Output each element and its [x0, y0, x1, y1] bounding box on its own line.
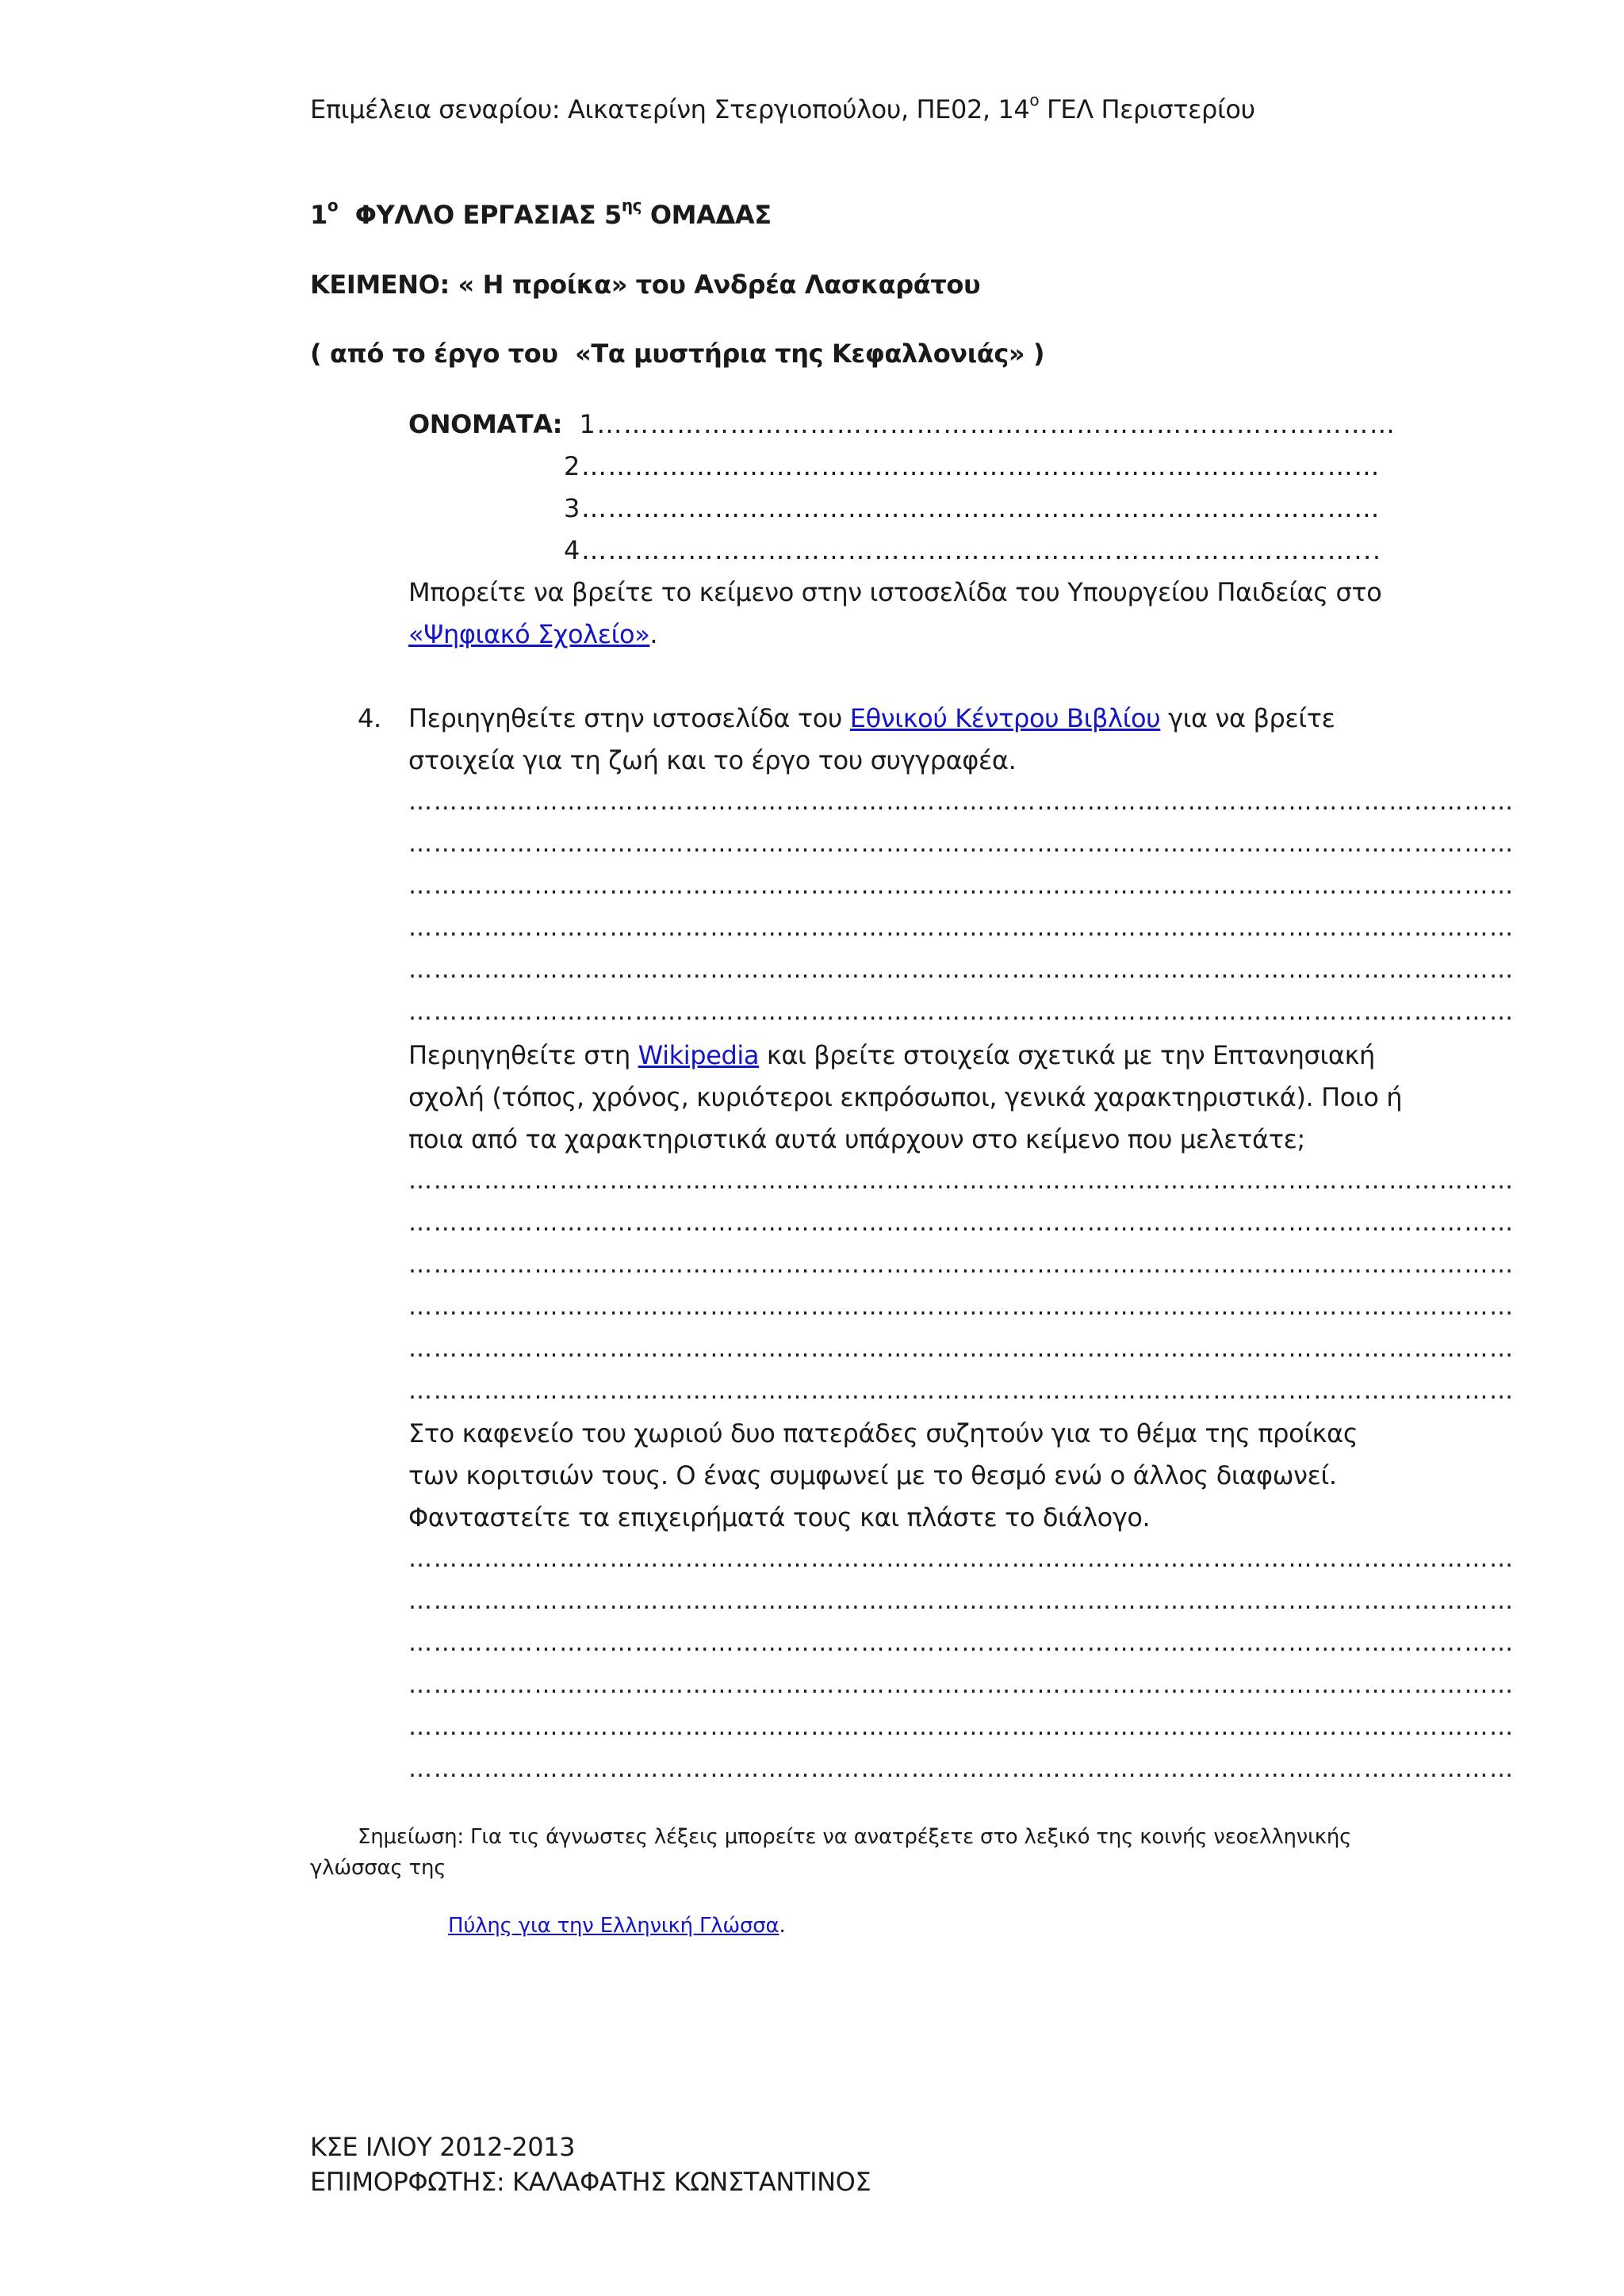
dialogue-task-line-3: Φανταστείτε τα επιχειρήματά τους και πλάστε το διάλογο.	[408, 1502, 1151, 1533]
wiki-task-text: Περιηγηθείτε στη	[408, 1040, 638, 1070]
note-line-3	[448, 1912, 786, 1939]
title-text-sup: ης	[621, 196, 642, 216]
question-4-line-1	[408, 702, 1335, 734]
source-line: ( από το έργο του «Τα μυστήρια της Κεφαλλονιάς» )	[310, 339, 1045, 369]
answer-line[interactable]: ……………………………………………………………………………………………………………………	[408, 1545, 1515, 1573]
answer-line[interactable]: ……………………………………………………………………………………………………………………	[408, 1713, 1515, 1741]
worksheet-title	[310, 196, 772, 231]
title-number-sup: ο	[327, 196, 339, 216]
header-sup: ο	[1029, 90, 1040, 110]
names-row-1	[408, 408, 1396, 440]
answer-line[interactable]: ……………………………………………………………………………………………………………………	[408, 1377, 1515, 1405]
wiki-task-line-2: σχολή (τόπος, χρόνος, κυριότεροι εκπρόσωποι, γενικά χαρακτηριστικά). Ποιο ή	[408, 1082, 1403, 1112]
answer-line[interactable]: ……………………………………………………………………………………………………………………	[408, 1293, 1515, 1321]
answer-line[interactable]: ……………………………………………………………………………………………………………………	[408, 998, 1515, 1026]
intro-after-link: .	[649, 619, 658, 649]
note-line-1: Σημείωση: Για τις άγνωστες λέξεις μπορείτε να ανατρέξετε στο λεξικό της κοινής νεοελληνικής	[358, 1825, 1352, 1849]
wiki-task-line-1	[408, 1039, 1375, 1071]
text-title: ΚΕΙΜΕΝΟ: « Η προίκα» του Ανδρέα Λασκαράτου	[310, 270, 981, 300]
title-text: ΦΥΛΛΟ ΕΡΓΑΣΙΑΣ 5	[338, 200, 622, 230]
header-text: Επιμέλεια σεναρίου: Αικατερίνη Στεργιοπούλου, ΠΕ02, 14	[310, 94, 1030, 124]
digital-school-link[interactable]: «Ψηφιακό Σχολείο»	[408, 619, 650, 649]
footer-line-1: ΚΣΕ ΙΛΙΟΥ 2012-2013	[310, 2132, 576, 2162]
name-field-3[interactable]: 3………………………………………………………………………………	[564, 493, 1381, 523]
page-header	[310, 90, 1255, 125]
answer-line[interactable]: ……………………………………………………………………………………………………………………	[408, 1755, 1515, 1783]
intro-line-2	[408, 618, 657, 650]
name-field-1[interactable]: 1………………………………………………………………………………	[579, 409, 1396, 439]
note-after-link: .	[779, 1914, 786, 1938]
greek-language-portal-link[interactable]: Πύλης για την Ελληνική Γλώσσα	[448, 1914, 779, 1938]
intro-line-1: Μπορείτε να βρείτε το κείμενο στην ιστοσελίδα του Υπουργείου Παιδείας στο	[408, 577, 1382, 607]
dialogue-task-line-1: Στο καφενείο του χωριού δυο πατεράδες συζητούν για το θέμα της προίκας	[408, 1418, 1358, 1448]
wiki-task-text-after: και βρείτε στοιχεία σχετικά με την Επτανησιακή	[759, 1040, 1375, 1070]
wiki-task-line-3: ποια από τα χαρακτηριστικά αυτά υπάρχουν στο κείμενο που μελετάτε;	[408, 1124, 1305, 1154]
answer-line[interactable]: ……………………………………………………………………………………………………………………	[408, 1251, 1515, 1279]
answer-line[interactable]: ……………………………………………………………………………………………………………………	[408, 830, 1515, 858]
answer-line[interactable]: ……………………………………………………………………………………………………………………	[408, 1209, 1515, 1237]
names-label: ΟΝΟΜΑΤΑ:	[408, 409, 580, 439]
dialogue-task-line-2: των κοριτσιών τους. Ο ένας συμφωνεί με το θεσμό ενώ ο άλλος διαφωνεί.	[408, 1460, 1337, 1490]
header-text-after: ΓΕΛ Περιστερίου	[1039, 94, 1255, 124]
question-4-number: 4.	[358, 703, 381, 733]
book-centre-link[interactable]: Εθνικού Κέντρου Βιβλίου	[849, 703, 1161, 733]
answer-line[interactable]: ……………………………………………………………………………………………………………………	[408, 956, 1515, 984]
question-4-text-after: για να βρείτε	[1160, 703, 1335, 733]
answer-line[interactable]: ……………………………………………………………………………………………………………………	[408, 1671, 1515, 1699]
title-text-after: ΟΜΑΔΑΣ	[642, 200, 772, 230]
name-field-2[interactable]: 2………………………………………………………………………………	[564, 451, 1381, 481]
answer-line[interactable]: ……………………………………………………………………………………………………………………	[408, 1167, 1515, 1195]
answer-line[interactable]: ……………………………………………………………………………………………………………………	[408, 1629, 1515, 1657]
answer-line[interactable]: ……………………………………………………………………………………………………………………	[408, 1335, 1515, 1363]
wikipedia-link[interactable]: Wikipedia	[638, 1040, 760, 1070]
answer-line[interactable]: ……………………………………………………………………………………………………………………	[408, 914, 1515, 942]
note-line-2: γλώσσας της	[310, 1856, 446, 1880]
title-number: 1	[310, 200, 327, 230]
name-field-4[interactable]: 4……………………………………………………………………………...	[564, 535, 1382, 565]
answer-line[interactable]: ……………………………………………………………………………………………………………………	[408, 1587, 1515, 1615]
answer-line[interactable]: ……………………………………………………………………………………………………………………	[408, 788, 1515, 816]
question-4-text: Περιηγηθείτε στην ιστοσελίδα του	[408, 703, 850, 733]
question-4-line-2: στοιχεία για τη ζωή και το έργο του συγγραφέα.	[408, 745, 1017, 775]
footer-line-2: ΕΠΙΜΟΡΦΩΤΗΣ: ΚΑΛΑΦΑΤΗΣ ΚΩΝΣΤΑΝΤΙΝΟΣ	[310, 2167, 871, 2197]
answer-line[interactable]: ……………………………………………………………………………………………………………………	[408, 872, 1515, 900]
